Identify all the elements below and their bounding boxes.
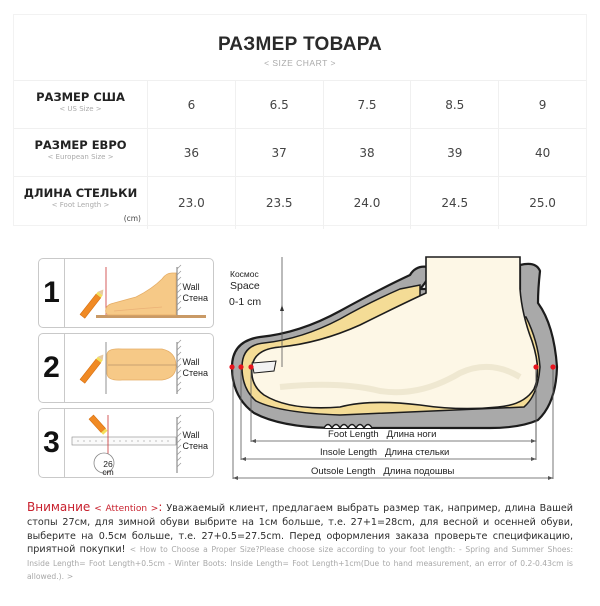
measure-step-1 bbox=[38, 258, 214, 328]
size-cell: 40 bbox=[534, 145, 551, 160]
row-header-eu bbox=[14, 129, 148, 176]
row-sublabel: < Foot Length > bbox=[51, 201, 110, 209]
outsole-length-label: Outsole Length Длина подошвы bbox=[307, 466, 458, 477]
attention-notice bbox=[27, 501, 573, 583]
size-cell: 25.0 bbox=[529, 196, 556, 210]
measure-step-2 bbox=[38, 333, 214, 403]
insole-length-label: Insole Length Длина стельки bbox=[316, 447, 453, 458]
size-cell: 7.5 bbox=[324, 81, 412, 128]
size-cell: 23.5 bbox=[236, 177, 324, 229]
row-unit: (cm) bbox=[123, 214, 141, 223]
attention-colon: : bbox=[158, 500, 163, 514]
size-cell: 24.0 bbox=[324, 177, 412, 229]
space-value: 0-1 cm bbox=[229, 296, 262, 308]
attention-body-en: < How to Choose a Proper Size?Please choose size according to your foot length: - Spring and Summer Shoes: Inside Length= Foot Length+0.5cm - Winter Boots: Inside Length= Foot Length+1cm(Due to hand measurement, an error of 0.2-0.43cm is allowed.). > bbox=[27, 545, 573, 582]
size-row-foot-length bbox=[14, 177, 586, 229]
row-header-us bbox=[14, 81, 148, 128]
shoe-cross-section-diagram bbox=[220, 245, 600, 490]
wall-label: Wall Стена bbox=[182, 430, 208, 451]
size-row-eu bbox=[14, 129, 586, 177]
row-sublabel: < European Size > bbox=[47, 153, 114, 161]
size-cell: 23.0 bbox=[148, 177, 236, 229]
size-cell: 6.5 bbox=[236, 81, 324, 128]
wall-label: Wall Стена bbox=[182, 282, 208, 303]
step-number: 1 bbox=[39, 259, 65, 327]
attention-title: Внимание bbox=[27, 500, 91, 514]
attention-tag: < Attention > bbox=[94, 504, 159, 514]
row-label: ДЛИНА СТЕЛЬКИ bbox=[23, 186, 138, 200]
size-chart bbox=[13, 14, 587, 226]
wall-label: Wall Стена bbox=[182, 357, 208, 378]
size-chart-title: РАЗМЕР ТОВАРА bbox=[217, 34, 383, 55]
ruler-reading: 26 cm bbox=[102, 459, 114, 477]
row-sublabel: < US Size > bbox=[59, 105, 102, 113]
step-number: 3 bbox=[39, 409, 65, 477]
size-cell: 9 bbox=[538, 97, 547, 112]
size-cell: 39 bbox=[411, 129, 499, 176]
space-label-en: Space bbox=[230, 280, 260, 292]
size-chart-subtitle: < SIZE CHART > bbox=[264, 58, 336, 68]
size-row-us bbox=[14, 81, 586, 129]
row-header-foot-length bbox=[14, 177, 148, 229]
size-cell: 24.5 bbox=[411, 177, 499, 229]
size-cell: 38 bbox=[324, 129, 412, 176]
size-cell: 36 bbox=[148, 129, 236, 176]
row-label: РАЗМЕР США bbox=[36, 90, 125, 104]
space-label-ru: Космос bbox=[230, 269, 259, 279]
size-cell: 6 bbox=[148, 81, 236, 128]
size-chart-header bbox=[14, 15, 586, 81]
row-label: РАЗМЕР ЕВРО bbox=[34, 138, 127, 152]
measure-step-3 bbox=[38, 408, 214, 478]
attention-body-ru: Уважаемый клиент, предлагаем выбрать размер так, например, длина Вашей стопы 27cм, для зимной обуви выбрите на 1cм больше, т.е. 27+1=28cm, для весной и осенней обуви, выберите на 0.5cм больше, т.е. 27+0.5=27.5cm. Перед оформления заказа проверьте спецификацию, приятной покупки! bbox=[27, 503, 574, 556]
step-number: 2 bbox=[39, 334, 65, 402]
size-cell: 8.5 bbox=[411, 81, 499, 128]
size-cell: 37 bbox=[236, 129, 324, 176]
foot-length-label: Foot Length Длина ноги bbox=[324, 429, 440, 440]
